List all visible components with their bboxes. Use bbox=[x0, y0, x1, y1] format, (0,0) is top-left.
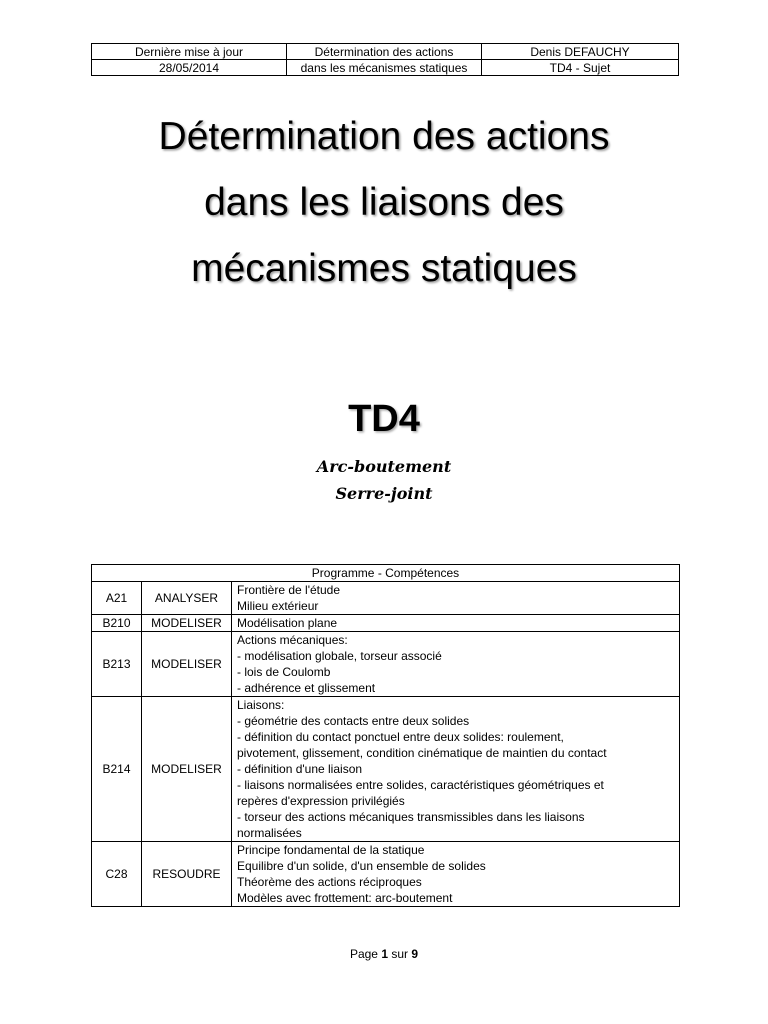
description-line: - définition d'une liaison bbox=[237, 762, 363, 776]
title-line: dans les liaisons des bbox=[204, 181, 564, 224]
subtitle-line: Arc-boutement bbox=[316, 457, 452, 476]
header-doc-title-2: dans les mécanismes statiques bbox=[287, 60, 482, 76]
description-line: - modélisation globale, torseur associé bbox=[237, 649, 442, 663]
competence-category: MODELISER bbox=[142, 615, 232, 632]
description-line: Frontière de l'étude bbox=[237, 583, 341, 597]
competence-code: B213 bbox=[92, 632, 142, 697]
description-line: Théorème des actions réciproques bbox=[237, 875, 422, 889]
programme-row bbox=[92, 582, 680, 615]
competence-code: A21 bbox=[92, 582, 142, 615]
description-line: - définition du contact ponctuel entre deux solides: roulement, bbox=[237, 730, 564, 744]
competence-description bbox=[232, 842, 680, 907]
programme-heading: Programme - Compétences bbox=[92, 565, 680, 582]
competence-code: B210 bbox=[92, 615, 142, 632]
description-line: Modèles avec frottement: arc-boutement bbox=[237, 891, 453, 905]
footer-total-pages: 9 bbox=[411, 947, 419, 961]
programme-row bbox=[92, 615, 680, 632]
competence-code: B214 bbox=[92, 697, 142, 842]
subtitles bbox=[0, 453, 768, 507]
description-line: pivotement, glissement, condition cinématique de maintien du contact bbox=[237, 746, 607, 760]
description-line: - torseur des actions mécaniques transmissibles dans les liaisons bbox=[237, 810, 585, 824]
competence-code: C28 bbox=[92, 842, 142, 907]
header-update-label: Dernière mise à jour bbox=[92, 44, 287, 60]
competence-category: ANALYSER bbox=[142, 582, 232, 615]
description-line: normalisées bbox=[237, 826, 302, 840]
header-doc-ref: TD4 - Sujet bbox=[482, 60, 679, 76]
competence-description bbox=[232, 632, 680, 697]
subtitle-line: Serre-joint bbox=[335, 484, 433, 503]
competence-category: MODELISER bbox=[142, 632, 232, 697]
programme-row bbox=[92, 842, 680, 907]
page-footer bbox=[0, 947, 768, 961]
title-line: Détermination des actions bbox=[158, 115, 610, 158]
programme-row bbox=[92, 632, 680, 697]
header-doc-title-1: Détermination des actions bbox=[287, 44, 482, 60]
competence-description bbox=[232, 582, 680, 615]
title-line: mécanismes statiques bbox=[191, 247, 577, 290]
description-line: - lois de Coulomb bbox=[237, 665, 331, 679]
description-line: - géométrie des contacts entre deux solides bbox=[237, 714, 470, 728]
footer-sep: sur bbox=[391, 947, 409, 961]
competence-description bbox=[232, 615, 680, 632]
footer-current-page: 1 bbox=[381, 947, 388, 961]
competence-category: MODELISER bbox=[142, 697, 232, 842]
competence-category: RESOUDRE bbox=[142, 842, 232, 907]
description-line: Equilibre d'un solide, d'un ensemble de solides bbox=[237, 859, 486, 873]
description-line: Principe fondamental de la statique bbox=[237, 843, 425, 857]
description-line: Milieu extérieur bbox=[237, 599, 319, 613]
header-author: Denis DEFAUCHY bbox=[482, 44, 679, 60]
programme-table bbox=[91, 564, 680, 907]
description-line: Modélisation plane bbox=[237, 616, 338, 630]
header-table bbox=[91, 43, 679, 76]
description-line: repères d'expression privilégiés bbox=[237, 794, 405, 808]
page-title bbox=[0, 104, 768, 302]
competence-description bbox=[232, 697, 680, 842]
programme-row bbox=[92, 697, 680, 842]
footer-prefix: Page bbox=[349, 947, 378, 961]
header-date: 28/05/2014 bbox=[92, 60, 287, 76]
description-line: Actions mécaniques: bbox=[237, 633, 348, 647]
description-line: Liaisons: bbox=[237, 698, 285, 712]
description-line: - adhérence et glissement bbox=[237, 681, 376, 695]
td-label: TD4 bbox=[348, 398, 420, 440]
description-line: - liaisons normalisées entre solides, caractéristiques géométriques et bbox=[237, 778, 604, 792]
